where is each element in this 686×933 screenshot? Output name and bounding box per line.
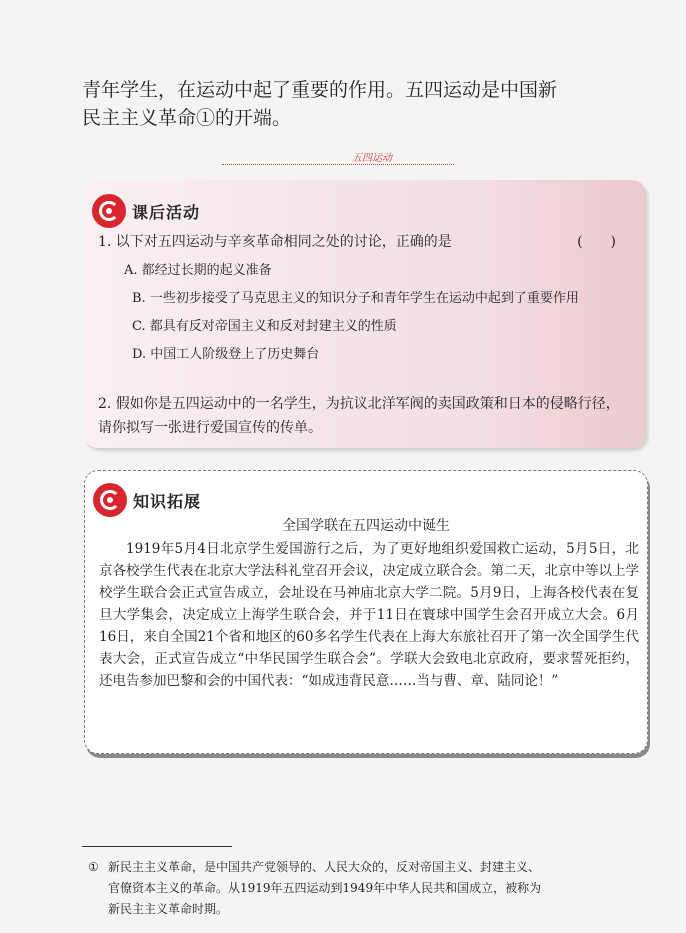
chapter-tag-label: 五四运动: [352, 153, 392, 164]
footnote-rule: [82, 846, 232, 847]
question-1: [98, 232, 628, 252]
option-b: B. 一些初步接受了马克思主义的知识分子和青年学生在运动中起到了重要作用: [132, 291, 579, 306]
option-c: C. 都具有反对帝国主义和反对封建主义的性质: [132, 319, 397, 334]
knowledge-body: 1919年5月4日北京学生爱国游行之后，为了更好地组织爱国救亡运动，5月5日，北京各校学生代表在北京大学法科礼堂召开会议，决定成立联合会。第二天，北京中等以上学校学生联合会正式宣告成立，会址设在马神庙北京大学二院。5月9日，上海各校代表在复旦大学集会，决定成立上海学生联合会，并于11日在寰球中国学生会召开成立大会。6月16日，来自全国21个省和地区的60多名学生代表在上海大东旅社召开了第一次全国学生代表大会，正式宣告成立“中华民国学生联合会”。学联大会致电北京政府，要求誓死拒约，还电告参加巴黎和会的中国代表：“如成违背民意……当与曹、章、陆同论！”: [99, 541, 639, 689]
knowledge-heading: 全国学联在五四运动中诞生: [282, 518, 450, 534]
question-1-stem: 1. 以下对五四运动与辛亥革命相同之处的讨论，正确的是: [98, 234, 452, 250]
knowledge-title: 知识拓展: [133, 492, 202, 511]
intro-line-1: 青年学生，在运动中起了重要的作用。五四运动是中国新: [82, 79, 558, 101]
option-a: A. 都经过长期的起义准备: [124, 263, 272, 278]
activity-swirl-icon: [92, 194, 126, 228]
question-2: 2. 假如你是五四运动中的一名学生，为抗议北洋军阀的卖国政策和日本的侵略行径，请你拟写一张进行爱国宣传的传单。: [98, 396, 620, 436]
footnote: [88, 857, 548, 920]
footnote-marker: ①: [88, 860, 99, 874]
chapter-tag: [222, 146, 454, 165]
answer-paren: ( ): [577, 234, 616, 250]
footnote-text: 新民主主义革命，是中国共产党领导的、人民大众的，反对帝国主义、封建主义、官僚资本主义的革命。从1919年五四运动到1949年中华人民共和国成立，被称为新民主主义革命时期。: [108, 860, 542, 916]
intro-paragraph: [82, 76, 602, 132]
option-d: D. 中国工人阶级登上了历史舞台: [132, 347, 320, 362]
activity-title: 课后活动: [132, 203, 201, 222]
intro-line-2: 民主主义革命①的开端。: [82, 107, 292, 129]
knowledge-box: [84, 470, 648, 754]
activity-box: [84, 180, 646, 448]
knowledge-swirl-icon: [93, 483, 127, 517]
